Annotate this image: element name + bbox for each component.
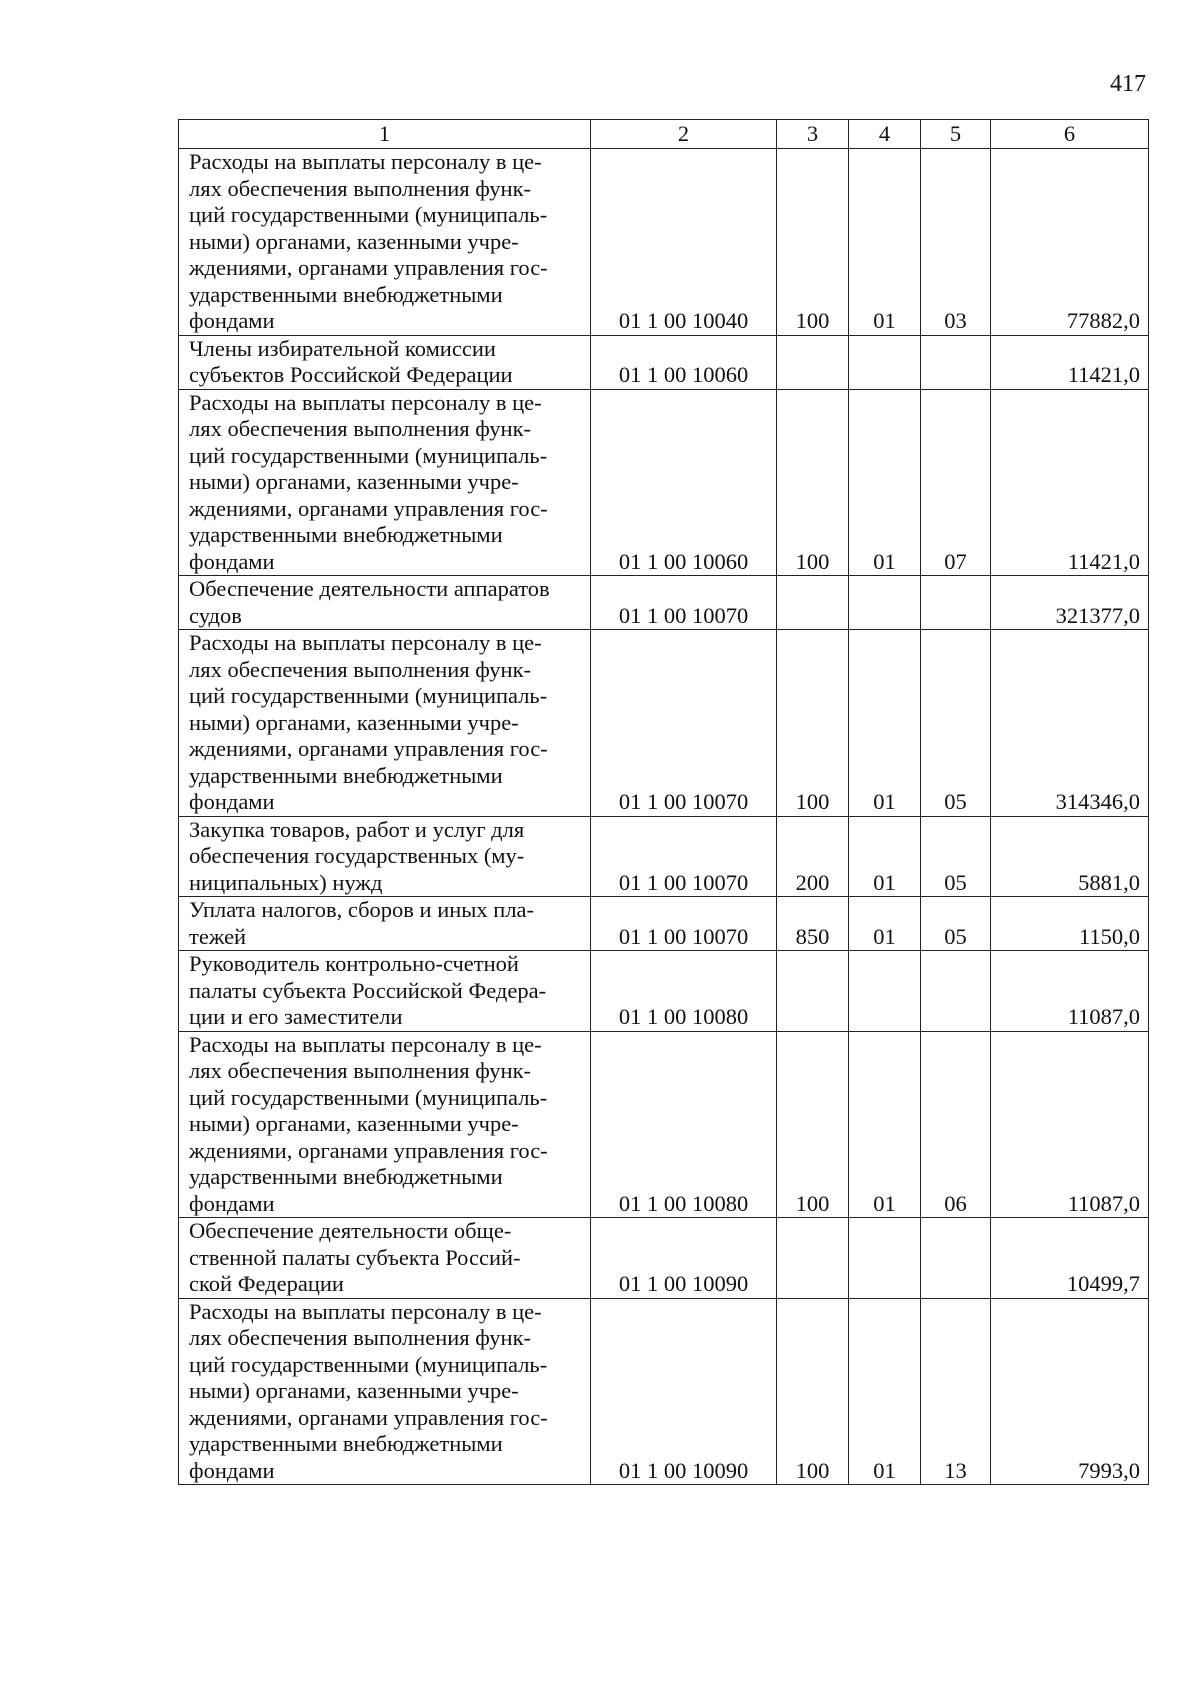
header-col-1: 1: [179, 120, 591, 149]
row-code-cell: 01 1 00 10060: [591, 389, 777, 576]
budget-table: [178, 119, 1149, 1485]
row-name-line: ными) органами, казенными учре-: [189, 1111, 519, 1136]
row-name-line: фондами: [189, 1190, 275, 1216]
row-rz-cell: 01: [849, 816, 921, 897]
table-row: [179, 1218, 1149, 1299]
row-name-cell: [179, 897, 591, 951]
row-name-line: ждениями, органами управления гос-: [189, 1404, 548, 1430]
row-name-line: ций государственными (муниципаль-: [189, 202, 548, 227]
row-pr-cell: 07: [921, 389, 991, 576]
table-row: [179, 897, 1149, 951]
row-code-cell: 01 1 00 10040: [591, 149, 777, 336]
row-amount-cell: 10499,7: [991, 1218, 1149, 1299]
row-pr-cell: 05: [921, 897, 991, 951]
row-code-cell: 01 1 00 10090: [591, 1218, 777, 1299]
table-row: [179, 951, 1149, 1032]
row-name-line: Расходы на выплаты персоналу в це-: [189, 389, 542, 415]
row-vr-cell: 200: [777, 816, 849, 897]
table-header-row: [179, 120, 1149, 149]
row-rz-cell: 01: [849, 149, 921, 336]
page-number: 417: [1110, 71, 1146, 97]
row-amount-cell: 5881,0: [991, 816, 1149, 897]
row-name-line: лях обеспечения выполнения функ-: [189, 1058, 531, 1083]
row-name-line: ций государственными (муниципаль-: [189, 683, 548, 708]
row-amount-cell: 7993,0: [991, 1298, 1149, 1485]
row-name-line: ударственными внебюджетными: [189, 522, 503, 547]
row-vr-cell: [777, 1218, 849, 1299]
row-pr-cell: 05: [921, 816, 991, 897]
row-pr-cell: 03: [921, 149, 991, 336]
row-name-cell: [179, 149, 591, 336]
table-body: [179, 149, 1149, 1485]
row-name-cell: [179, 335, 591, 389]
row-pr-cell: [921, 576, 991, 630]
row-name-line: обеспечения государственных (му-: [189, 843, 525, 868]
row-name-cell: [179, 1218, 591, 1299]
row-name-line: ударственными внебюджетными: [189, 1431, 503, 1456]
row-rz-cell: 01: [849, 1031, 921, 1218]
row-name-line: ударственными внебюджетными: [189, 281, 503, 307]
row-name-cell: [179, 389, 591, 576]
row-amount-cell: 11087,0: [991, 951, 1149, 1032]
row-amount-cell: 11421,0: [991, 389, 1149, 576]
row-name-line: ными) органами, казенными учре-: [189, 1378, 519, 1403]
row-vr-cell: 850: [777, 897, 849, 951]
row-name-line: судов: [189, 602, 242, 628]
row-amount-cell: 11421,0: [991, 335, 1149, 389]
row-pr-cell: 06: [921, 1031, 991, 1218]
row-vr-cell: 100: [777, 149, 849, 336]
table-row: [179, 1031, 1149, 1218]
row-name-line: Расходы на выплаты персоналу в це-: [189, 149, 542, 174]
row-vr-cell: 100: [777, 630, 849, 817]
row-name-line: ской Федерации: [189, 1271, 344, 1296]
row-rz-cell: 01: [849, 897, 921, 951]
row-vr-cell: 100: [777, 389, 849, 576]
row-vr-cell: [777, 335, 849, 389]
row-rz-cell: 01: [849, 1298, 921, 1485]
header-col-2: 2: [591, 120, 777, 149]
row-name-line: Члены избирательной комиссии: [189, 335, 496, 361]
row-rz-cell: 01: [849, 630, 921, 817]
row-code-cell: 01 1 00 10090: [591, 1298, 777, 1485]
table-row: [179, 335, 1149, 389]
row-name-line: Обеспечение деятельности обще-: [189, 1218, 512, 1243]
row-name-line: Обеспечение деятельности аппаратов: [189, 576, 550, 601]
row-name-line: Уплата налогов, сборов и иных пла-: [189, 897, 535, 922]
table-row: [179, 816, 1149, 897]
row-name-cell: [179, 1031, 591, 1218]
row-name-line: лях обеспечения выполнения функ-: [189, 416, 531, 441]
row-name-line: ждениями, органами управления гос-: [189, 736, 548, 761]
header-col-3: 3: [777, 120, 849, 149]
row-name-line: палаты субъекта Российской Федера-: [189, 977, 547, 1003]
row-rz-cell: [849, 951, 921, 1032]
row-name-line: фондами: [189, 1457, 275, 1483]
row-vr-cell: [777, 576, 849, 630]
row-name-line: ударственными внебюджетными: [189, 762, 503, 788]
row-name-line: ниципальных) нужд: [189, 869, 383, 895]
row-rz-cell: [849, 335, 921, 389]
row-code-cell: 01 1 00 10070: [591, 576, 777, 630]
row-vr-cell: [777, 951, 849, 1032]
row-name-line: ций государственными (муниципаль-: [189, 1351, 548, 1377]
row-amount-cell: 321377,0: [991, 576, 1149, 630]
row-name-line: фондами: [189, 308, 275, 333]
row-pr-cell: [921, 335, 991, 389]
row-pr-cell: [921, 951, 991, 1032]
row-name-line: ждениями, органами управления гос-: [189, 255, 548, 280]
row-name-line: ственной палаты субъекта Россий-: [189, 1244, 521, 1270]
row-vr-cell: 100: [777, 1031, 849, 1218]
table-row: [179, 149, 1149, 336]
row-name-line: ными) органами, казенными учре-: [189, 469, 519, 494]
row-name-line: ждениями, органами управления гос-: [189, 495, 548, 521]
row-name-line: ций государственными (муниципаль-: [189, 1084, 548, 1110]
row-name-line: лях обеспечения выполнения функ-: [189, 656, 531, 682]
row-pr-cell: 13: [921, 1298, 991, 1485]
row-code-cell: 01 1 00 10070: [591, 630, 777, 817]
row-name-line: ций государственными (муниципаль-: [189, 442, 548, 468]
row-pr-cell: 05: [921, 630, 991, 817]
row-amount-cell: 77882,0: [991, 149, 1149, 336]
row-pr-cell: [921, 1218, 991, 1299]
row-name-cell: [179, 816, 591, 897]
row-name-line: ждениями, органами управления гос-: [189, 1137, 548, 1163]
row-name-line: Расходы на выплаты персоналу в це-: [189, 630, 542, 655]
row-code-cell: 01 1 00 10070: [591, 816, 777, 897]
row-name-line: лях обеспечения выполнения функ-: [189, 1325, 531, 1350]
table-row: [179, 389, 1149, 576]
row-name-line: фондами: [189, 548, 275, 574]
row-name-cell: [179, 1298, 591, 1485]
table-row: [179, 630, 1149, 817]
row-name-line: Руководитель контрольно-счетной: [189, 951, 519, 976]
row-code-cell: 01 1 00 10080: [591, 951, 777, 1032]
row-name-line: Расходы на выплаты персоналу в це-: [189, 1298, 542, 1324]
row-name-line: ции и его заместители: [189, 1004, 403, 1029]
row-rz-cell: 01: [849, 389, 921, 576]
row-name-line: Закупка товаров, работ и услуг для: [189, 816, 525, 842]
row-name-line: ными) органами, казенными учре-: [189, 709, 519, 735]
row-amount-cell: 314346,0: [991, 630, 1149, 817]
row-name-cell: [179, 576, 591, 630]
row-code-cell: 01 1 00 10080: [591, 1031, 777, 1218]
row-code-cell: 01 1 00 10060: [591, 335, 777, 389]
row-name-line: ными) органами, казенными учре-: [189, 228, 519, 254]
row-name-line: фондами: [189, 789, 275, 814]
row-amount-cell: 11087,0: [991, 1031, 1149, 1218]
row-name-line: ударственными внебюджетными: [189, 1164, 503, 1189]
row-vr-cell: 100: [777, 1298, 849, 1485]
row-amount-cell: 1150,0: [991, 897, 1149, 951]
row-name-line: лях обеспечения выполнения функ-: [189, 175, 531, 201]
row-rz-cell: [849, 1218, 921, 1299]
table-row: [179, 1298, 1149, 1485]
row-name-cell: [179, 951, 591, 1032]
row-name-line: Расходы на выплаты персоналу в це-: [189, 1031, 542, 1057]
header-col-6: 6: [991, 120, 1149, 149]
row-code-cell: 01 1 00 10070: [591, 897, 777, 951]
row-name-line: субъектов Российской Федерации: [189, 362, 513, 387]
row-name-cell: [179, 630, 591, 817]
header-col-5: 5: [921, 120, 991, 149]
row-rz-cell: [849, 576, 921, 630]
table-row: [179, 576, 1149, 630]
header-col-4: 4: [849, 120, 921, 149]
row-name-line: тежей: [189, 923, 247, 949]
